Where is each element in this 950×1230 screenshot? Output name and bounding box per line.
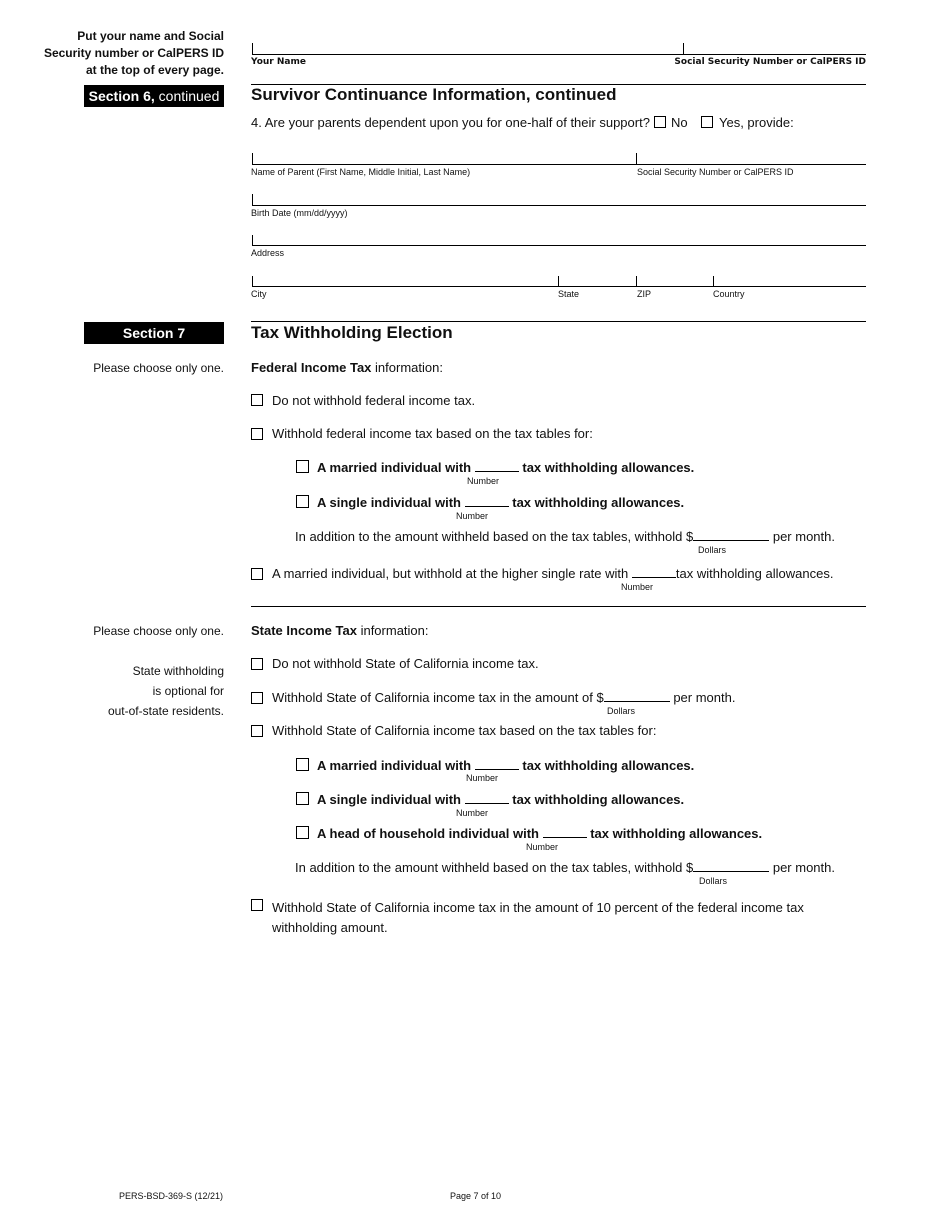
- fed-married-post: tax withholding allowances.: [522, 460, 695, 475]
- state-additional-dollars-field[interactable]: [693, 871, 769, 872]
- state-label: State: [558, 289, 580, 299]
- state-heading: [251, 623, 429, 638]
- section7-divider: [251, 321, 866, 322]
- fed-higher-single-allowances-field[interactable]: [632, 577, 676, 578]
- state-amount-pre: Withhold State of California income tax in the amount of $: [272, 690, 604, 705]
- fed-no-withhold-checkbox[interactable]: [251, 394, 263, 406]
- fed-additional-dollars-field[interactable]: [693, 540, 769, 541]
- number-label: Number: [456, 808, 489, 818]
- dollars-label: Dollars: [699, 876, 728, 886]
- dollars-label: Dollars: [698, 545, 727, 555]
- state-additional-pre: In addition to the amount withheld based on the tax tables, withhold $: [295, 860, 694, 875]
- state-hoh-allowances-field[interactable]: [543, 837, 587, 838]
- yes-checkbox[interactable]: [701, 116, 713, 128]
- number-label: Number: [621, 582, 654, 592]
- state-single-pre: A single individual with: [317, 792, 461, 807]
- fed-married-allowances-field[interactable]: [475, 471, 519, 472]
- fed-married-line: [317, 460, 694, 475]
- state-hoh-post: tax withholding allowances.: [590, 826, 763, 841]
- field-tick: [636, 153, 637, 164]
- parent-name-label: Name of Parent (First Name, Middle Initial, Last Name): [251, 167, 471, 177]
- parent-name-field[interactable]: [252, 164, 866, 165]
- no-label: No: [671, 115, 688, 130]
- state-tables-checkbox[interactable]: [251, 725, 263, 737]
- state-married-line: [317, 758, 694, 773]
- parent-ssn-label: Social Security Number or CalPERS ID: [637, 167, 794, 177]
- fed-additional-line: [295, 529, 835, 544]
- state-single-checkbox[interactable]: [296, 792, 309, 805]
- state-single-line: [317, 792, 684, 807]
- fed-no-withhold-label: Do not withhold federal income tax.: [272, 393, 476, 408]
- state-amount-post: per month.: [673, 690, 736, 705]
- yes-label: Yes, provide:: [719, 115, 794, 130]
- fed-higher-single-pre: A married individual, but withhold at the higher single rate with: [272, 566, 629, 581]
- fed-single-allowances-field[interactable]: [465, 506, 509, 507]
- state-heading-rest: information:: [356, 623, 429, 638]
- federal-heading-rest: information:: [371, 360, 443, 375]
- state-married-post: tax withholding allowances.: [522, 758, 695, 773]
- number-label: Number: [467, 476, 500, 486]
- fed-tables-label: Withhold federal income tax based on the tax tables for:: [272, 426, 593, 441]
- state-note-line: State withholding: [132, 664, 224, 678]
- zip-label: ZIP: [637, 289, 652, 299]
- city-label: City: [251, 289, 267, 299]
- address-field[interactable]: [252, 245, 866, 246]
- ssn-field-tick: [683, 43, 684, 54]
- state-note-line: out-of-state residents.: [107, 704, 224, 718]
- fed-state-divider: [251, 606, 866, 607]
- section7-badge: Section 7: [84, 322, 224, 344]
- country-label: Country: [713, 289, 745, 299]
- section6-badge-bold: Section 6,: [88, 88, 155, 104]
- header-instruction-line: at the top of every page.: [85, 63, 224, 77]
- section7-title: Tax Withholding Election: [251, 323, 453, 342]
- choose-one-federal: Please choose only one.: [93, 361, 224, 375]
- state-amount-dollars-field[interactable]: [604, 701, 670, 702]
- fed-higher-single-checkbox[interactable]: [251, 568, 263, 580]
- state-ten-percent-line: withholding amount.: [272, 920, 388, 935]
- state-optional-note: [108, 661, 224, 721]
- field-tick: [252, 153, 253, 164]
- state-heading-bold: State Income Tax: [251, 623, 357, 638]
- state-ten-percent-checkbox[interactable]: [251, 899, 263, 911]
- ssn-label: Social Security Number or CalPERS ID: [674, 57, 866, 67]
- form-id: PERS-BSD-369-S (12/21): [119, 1191, 224, 1201]
- fed-higher-single-line: [272, 566, 833, 581]
- state-amount-checkbox[interactable]: [251, 692, 263, 704]
- number-label: Number: [466, 773, 499, 783]
- section6-badge-light: continued: [154, 88, 220, 104]
- birth-date-label: Birth Date (mm/dd/yyyy): [251, 208, 348, 218]
- state-hoh-pre: A head of household individual with: [317, 826, 539, 841]
- number-label: Number: [456, 511, 489, 521]
- address-label: Address: [251, 248, 285, 258]
- field-tick: [252, 194, 253, 205]
- birth-date-field[interactable]: [252, 205, 866, 206]
- state-single-allowances-field[interactable]: [465, 803, 509, 804]
- header-instruction-line: Security number or CalPERS ID: [43, 46, 224, 60]
- fed-single-checkbox[interactable]: [296, 495, 309, 508]
- fed-higher-single-post: tax withholding allowances.: [675, 566, 834, 581]
- number-label: Number: [526, 842, 559, 852]
- state-additional-post: per month.: [772, 860, 835, 875]
- state-no-withhold-checkbox[interactable]: [251, 658, 263, 670]
- city-state-zip-field[interactable]: [252, 286, 866, 287]
- state-hoh-line: [317, 826, 762, 841]
- fed-married-checkbox[interactable]: [296, 460, 309, 473]
- federal-heading: [251, 360, 443, 375]
- header-instruction: [44, 28, 224, 79]
- section6-title: Survivor Continuance Information, continued: [251, 85, 617, 104]
- state-amount-line: [272, 690, 735, 705]
- fed-single-line: [317, 495, 684, 510]
- state-tables-label: Withhold State of California income tax based on the tax tables for:: [272, 723, 657, 738]
- name-field-tick: [252, 43, 253, 54]
- choose-one-state: Please choose only one.: [93, 624, 224, 638]
- state-additional-line: [295, 860, 835, 875]
- fed-additional-pre: In addition to the amount withheld based on the tax tables, withhold $: [295, 529, 694, 544]
- state-ten-percent-line: Withhold State of California income tax in the amount of 10 percent of the federal income tax: [272, 900, 804, 915]
- page-number: Page 7 of 10: [450, 1191, 502, 1201]
- federal-heading-bold: Federal Income Tax: [251, 360, 372, 375]
- fed-married-pre: A married individual with: [317, 460, 472, 475]
- fed-tables-checkbox[interactable]: [251, 428, 263, 440]
- your-name-label: Your Name: [251, 57, 306, 67]
- parents-question: 4. Are your parents dependent upon you for one-half of their support?: [251, 115, 650, 130]
- no-checkbox[interactable]: [654, 116, 666, 128]
- section6-badge: [84, 85, 224, 107]
- your-name-field[interactable]: [252, 54, 866, 55]
- state-married-checkbox[interactable]: [296, 758, 309, 771]
- state-married-allowances-field[interactable]: [475, 769, 519, 770]
- state-note-line: is optional for: [152, 684, 224, 698]
- state-married-pre: A married individual with: [317, 758, 472, 773]
- fed-single-pre: A single individual with: [317, 495, 461, 510]
- dollars-label: Dollars: [607, 706, 636, 716]
- state-single-post: tax withholding allowances.: [512, 792, 685, 807]
- state-no-withhold-label: Do not withhold State of California income tax.: [272, 656, 539, 671]
- state-hoh-checkbox[interactable]: [296, 826, 309, 839]
- header-instruction-line: Put your name and Social: [77, 29, 224, 43]
- state-ten-percent-label: [272, 898, 804, 938]
- fed-additional-post: per month.: [772, 529, 835, 544]
- fed-single-post: tax withholding allowances.: [512, 495, 685, 510]
